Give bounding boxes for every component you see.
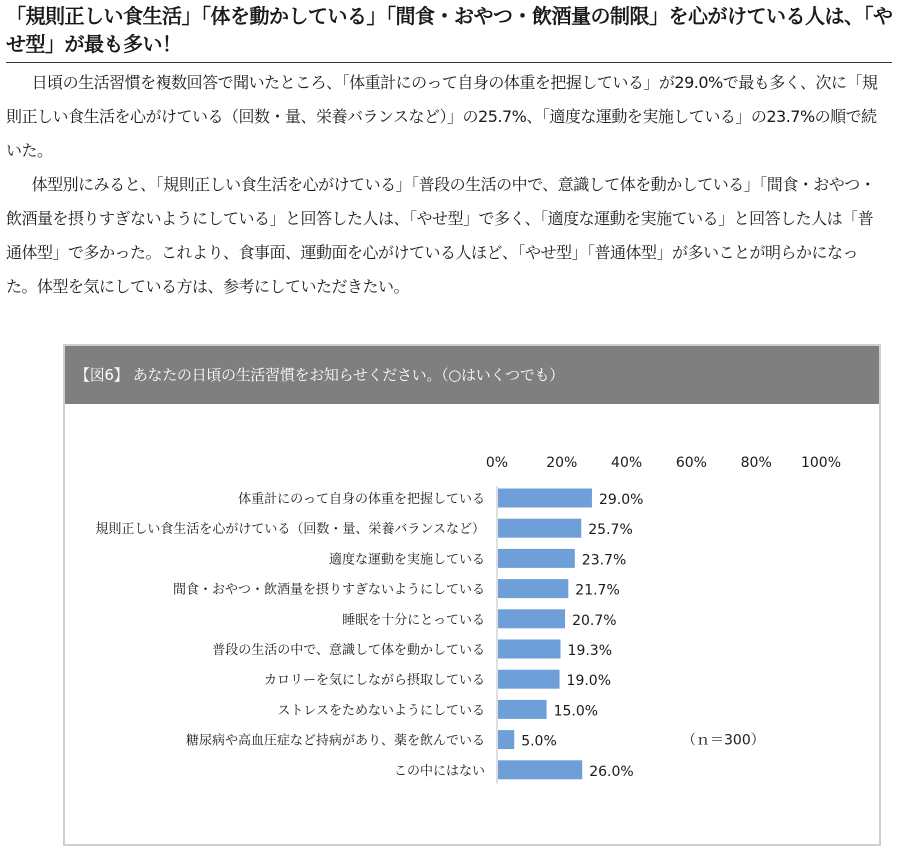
- x-tick-label: 20%: [546, 455, 578, 471]
- bar: [498, 640, 561, 659]
- category-label: この中にはない: [393, 763, 485, 779]
- bar: [498, 730, 514, 749]
- headline-divider: [6, 62, 892, 63]
- bar: [498, 670, 560, 689]
- bar: [498, 489, 592, 508]
- paragraph: 日頃の生活習慣を複数回答で聞いたところ、「体重計にのって自身の体重を把握している」が29.0%で最も多く、次に「規則正しい食生活を心がけている（回数・量、栄養バランスなど）」の25.7%、「適度な運動を実施している」の23.7%の順で続いた。: [6, 73, 878, 160]
- value-label: 19.0%: [566, 673, 612, 690]
- category-label: 体重計にのって自身の体重を把握している: [238, 492, 485, 507]
- category-label: 適度な運動を実施している: [328, 552, 485, 568]
- paragraph: 体型別にみると、「規則正しい食生活を心がけている」「普段の生活の中で、意識して体を動かしている」「間食・おやつ・飲酒量を摂りすぎないようにしている」と回答した人は、「やせ型」で多く、「適度な運動を実施ている」と回答した人は「普通体型」で多かった。これより、食事面、運動面を心がけている人ほど、「やせ型」「普通体型」が多いことが明らかになった。体型を気にしている方は、参考にしていただきたい。: [6, 175, 876, 296]
- category-label: 間食・おやつ・飲酒量を摂りすぎないようにしている: [172, 582, 485, 598]
- sample-size-note: （ｎ＝300）: [682, 732, 765, 749]
- value-label: 29.0%: [598, 492, 644, 508]
- value-label: 5.0%: [521, 733, 557, 750]
- value-label: 26.0%: [589, 763, 634, 780]
- category-label: 普段の生活の中で、意識して体を動かしている: [212, 643, 485, 658]
- bar: [498, 609, 565, 628]
- article-body: [6, 66, 886, 304]
- category-label: 糖尿病や高血圧症など持病があり、薬を飲んでいる: [185, 733, 485, 749]
- x-tick-label: 100%: [800, 455, 842, 471]
- figure-title: 【図6】 あなたの日頃の生活習慣をお知らせください。（○はいくつでも）: [65, 346, 879, 404]
- category-label: ストレスをためないようにしている: [277, 703, 485, 719]
- value-label: 20.7%: [572, 612, 617, 629]
- value-label: 15.0%: [553, 703, 599, 720]
- x-tick-label: 40%: [611, 455, 643, 471]
- value-label: 25.7%: [588, 522, 633, 539]
- headline: 「規則正しい食生活」「体を動かしている」「間食・おやつ・飲酒量の制限」を心がけている人は、「やせ型」が最も多い！: [6, 4, 893, 56]
- category-label: カロリーを気にしながら摂取している: [263, 673, 485, 689]
- bar: [498, 549, 575, 568]
- category-label: 規則正しい食生活を心がけている（回数・量、栄養バランスなど）: [95, 522, 485, 538]
- bar-chart: [65, 346, 879, 844]
- value-label: 19.3%: [567, 643, 613, 659]
- bar: [498, 519, 581, 538]
- value-label: 23.7%: [581, 552, 627, 569]
- x-tick-label: 0%: [485, 455, 509, 471]
- figure-6: [63, 344, 881, 846]
- x-tick-label: 60%: [675, 455, 707, 471]
- bar: [498, 579, 568, 598]
- value-label: 21.7%: [575, 582, 620, 599]
- x-tick-label: 80%: [740, 455, 772, 471]
- category-label: 睡眠を十分にとっている: [342, 612, 485, 628]
- bar: [498, 700, 547, 719]
- bar: [498, 760, 582, 779]
